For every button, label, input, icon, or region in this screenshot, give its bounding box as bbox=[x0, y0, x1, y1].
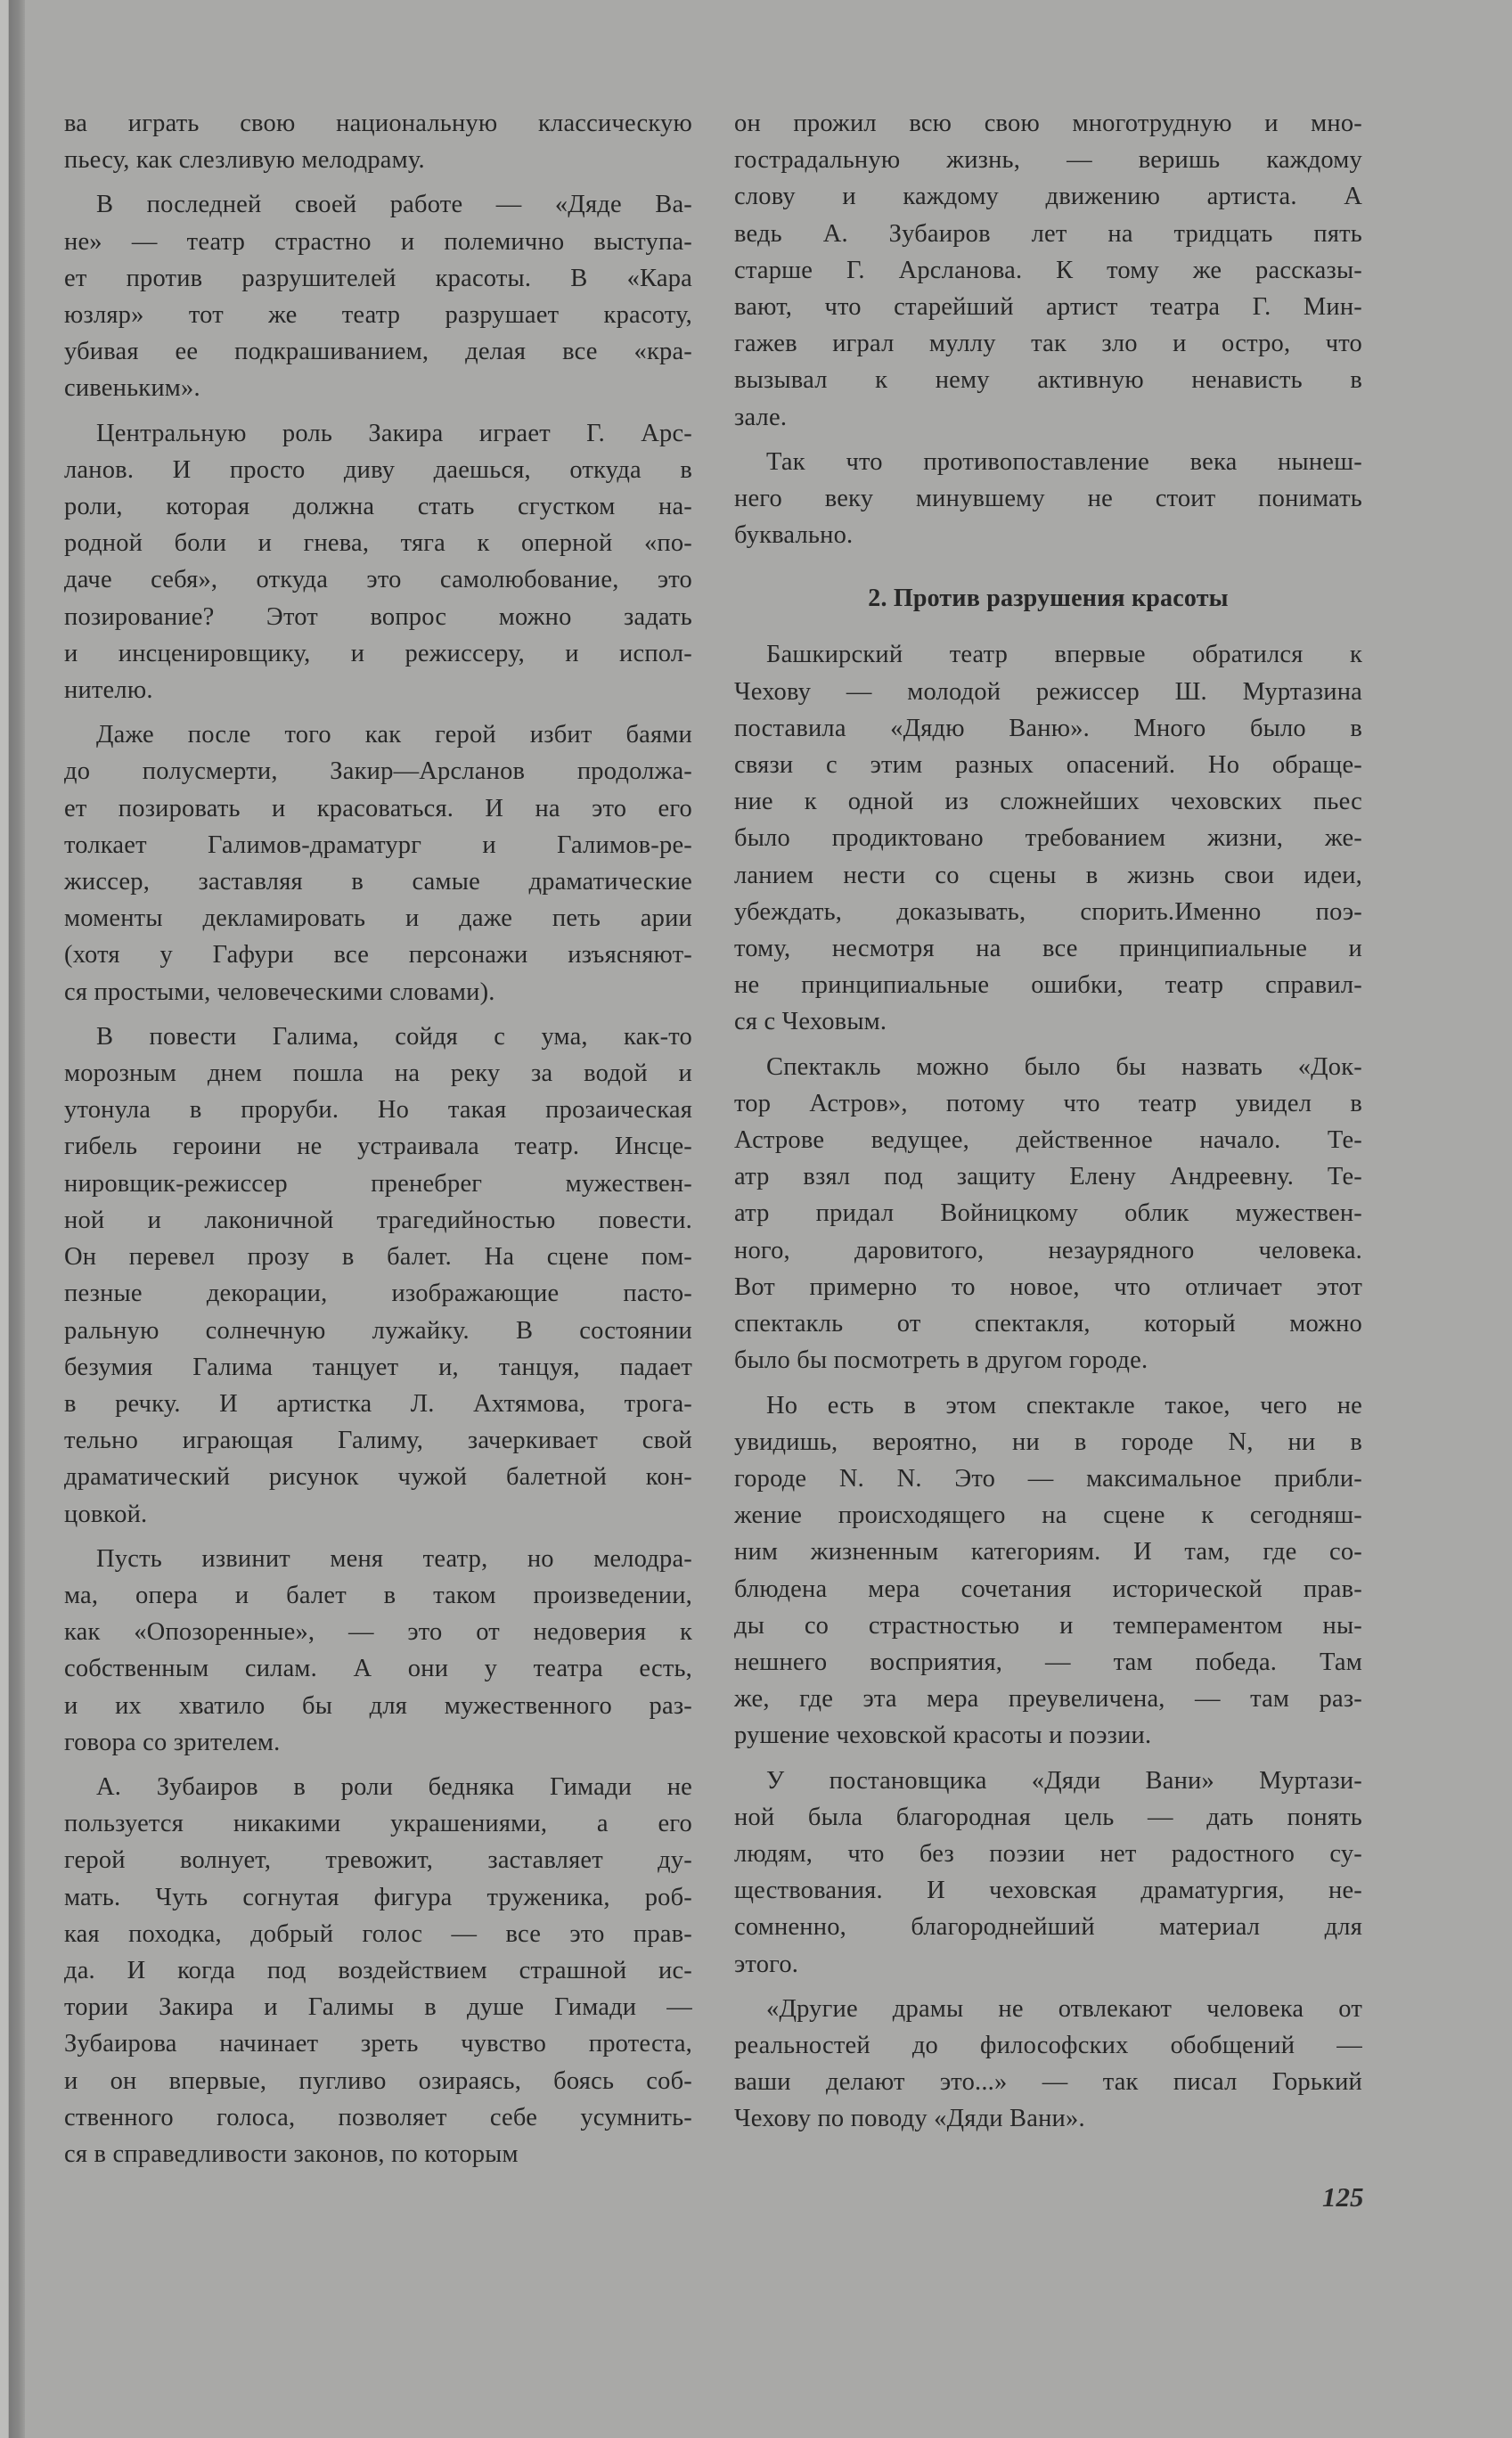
text-line: родной боли и гнева, тяга к оперной «по- bbox=[64, 529, 692, 558]
spine-shadow bbox=[9, 0, 25, 2438]
text-line: блюдена мера сочетания исторической прав- bbox=[734, 1575, 1362, 1603]
text-line: ланием нести со сцены в жизнь свои идеи, bbox=[734, 861, 1362, 889]
text-line: ной и лаконичной трагедийностью повести. bbox=[64, 1206, 692, 1234]
text-line: драматический рисунок чужой балетной кон- bbox=[64, 1463, 692, 1492]
right-column bbox=[734, 105, 1362, 2146]
text-line: ма, опера и балет в таком произведении, bbox=[64, 1581, 692, 1609]
text-line: тому, несмотря на все принципиальные и bbox=[734, 935, 1362, 963]
text-line: собственным силам. А они у театра есть, bbox=[64, 1655, 692, 1683]
text-line: Чехову — молодой режиссер Ш. Муртазина bbox=[734, 677, 1362, 706]
text-line: жиссер, заставляя в самые драматические bbox=[64, 868, 692, 896]
right-column-after-heading bbox=[734, 636, 1362, 2137]
text-line: реальностей до философских обобщений — bbox=[734, 2031, 1362, 2059]
text-line: пьесу, как слезливую мелодраму. bbox=[64, 146, 425, 175]
text-line: же, где эта мера преувеличена, — там раз- bbox=[734, 1685, 1362, 1714]
paragraph-continuation bbox=[64, 105, 692, 178]
paragraph bbox=[64, 1019, 692, 1533]
text-line: тории Закира и Галимы в душе Гимади — bbox=[64, 1993, 692, 2022]
text-line: спектакль от спектакля, который можно bbox=[734, 1310, 1362, 1338]
section-heading: 2. Против разрушения красоты bbox=[868, 585, 1229, 613]
text-line: моменты декламировать и даже петь арии bbox=[64, 904, 692, 933]
text-line: он прожил всю свою многотрудную и мно- bbox=[734, 110, 1362, 137]
text-line: ланов. И просто диву даешься, откуда в bbox=[64, 455, 692, 484]
text-line: юзляр» тот же театр разрушает красоту, bbox=[64, 301, 692, 330]
text-line: пользуется никакими украшениями, а его bbox=[64, 1810, 692, 1838]
text-line: ды со страстностью и темпераментом ны- bbox=[734, 1611, 1362, 1640]
text-line: этого. bbox=[734, 1950, 799, 1978]
text-line: ет против разрушителей красоты. В «Кара bbox=[64, 264, 692, 292]
paragraph bbox=[64, 1541, 692, 1761]
text-line: ся простыми, человеческими словами). bbox=[64, 978, 495, 1006]
paragraph bbox=[734, 1991, 1362, 2138]
text-line: до полусмерти, Закир—Арсланов продолжа- bbox=[64, 757, 692, 786]
text-line: людям, что без поэзии нет радостного су- bbox=[734, 1839, 1362, 1868]
text-line: в речку. И артистка Л. Ахтямова, трога- bbox=[64, 1389, 692, 1418]
right-column-before-heading bbox=[734, 105, 1362, 553]
text-line: и их хватило бы для мужественного раз- bbox=[64, 1691, 692, 1720]
text-line: и инсценировщику, и режиссеру, и испол- bbox=[64, 639, 692, 667]
paragraph bbox=[734, 1049, 1362, 1379]
paragraph bbox=[734, 1387, 1362, 1755]
text-line: ральную солнечную лужайку. В состоянии bbox=[64, 1316, 692, 1345]
text-line: старше Г. Арсланова. К тому же рассказы- bbox=[734, 256, 1362, 284]
text-line: В последней своей работе — «Дяде Ва- bbox=[96, 191, 692, 219]
text-line: Но есть в этом спектакле такое, чего не bbox=[766, 1391, 1362, 1419]
text-line: ва играть свою национальную классическую bbox=[64, 110, 692, 137]
text-line: толкает Галимов-драматург и Галимов-ре- bbox=[64, 830, 692, 859]
text-line: буквально. bbox=[734, 521, 854, 550]
text-line: утонула в проруби. Но такая прозаическая bbox=[64, 1096, 692, 1125]
text-line: ся с Чеховым. bbox=[734, 1008, 887, 1036]
text-line: В повести Галима, сойдя с ума, как-то bbox=[96, 1022, 692, 1051]
text-line: (хотя у Гафури все персонажи изъясняют- bbox=[64, 941, 692, 969]
text-line: даче себя», откуда это самолюбование, это bbox=[64, 566, 692, 594]
text-line: Зубаирова начинает зреть чувство протеста, bbox=[64, 2030, 692, 2058]
paragraph bbox=[64, 186, 692, 406]
text-line: гострадальную жизнь, — веришь каждому bbox=[734, 146, 1362, 175]
text-line: ние к одной из сложнейших чеховских пьес bbox=[734, 788, 1362, 816]
text-line: ведь А. Зубаиров лет на тридцать пять bbox=[734, 219, 1362, 248]
paragraph bbox=[64, 716, 692, 1010]
text-line: увидишь, вероятно, ни в городе N, ни в bbox=[734, 1428, 1362, 1456]
text-line: гажев играл муллу так зло и остро, что bbox=[734, 330, 1362, 358]
paragraph-continuation bbox=[734, 105, 1362, 436]
paragraph bbox=[64, 415, 692, 709]
page-edge bbox=[0, 0, 8, 2438]
text-line: морозным днем пошла на реку за водой и bbox=[64, 1059, 692, 1088]
text-line: Даже после того как герой избит баями bbox=[96, 721, 692, 749]
text-line: герой волнует, тревожит, заставляет ду- bbox=[64, 1846, 692, 1875]
text-line: него веку минувшему не стоит понимать bbox=[734, 485, 1362, 513]
text-line: Вот примерно то новое, что отличает этот bbox=[734, 1272, 1362, 1301]
text-line: зале. bbox=[734, 403, 788, 431]
text-line: роли, которая должна стать сгустком на- bbox=[64, 493, 692, 521]
text-line: атр взял под защиту Елену Андреевну. Те- bbox=[734, 1163, 1362, 1191]
text-line: Спектакль можно было бы назвать «Док- bbox=[766, 1052, 1362, 1081]
text-line: Чехову по поводу «Дяди Вани». bbox=[734, 2105, 1085, 2133]
text-line: У постановщика «Дяди Вани» Муртази- bbox=[766, 1766, 1362, 1795]
text-line: да. И когда под воздействием страшной ис- bbox=[64, 1956, 692, 1984]
text-line: жение происходящего на сцене к сегодняш- bbox=[734, 1501, 1362, 1530]
text-line: Так что противопоставление века нынеш- bbox=[766, 447, 1362, 476]
paragraph bbox=[64, 1769, 692, 2172]
text-line: тельно играющая Галиму, зачеркивает свой bbox=[64, 1427, 692, 1455]
text-line: говора со зрителем. bbox=[64, 1728, 281, 1756]
text-line: слову и каждому движению артиста. А bbox=[734, 183, 1362, 211]
text-line: не принципиальные ошибки, театр справил- bbox=[734, 971, 1362, 1000]
text-line: Пусть извинит меня театр, но мелодра- bbox=[96, 1544, 692, 1573]
text-line: цовкой. bbox=[64, 1500, 148, 1528]
text-line: ществования. И чеховская драматургия, не- bbox=[734, 1877, 1362, 1905]
text-line: безумия Галима танцует и, танцуя, падает bbox=[64, 1353, 692, 1381]
text-line: Астрове ведущее, действенное начало. Те- bbox=[734, 1126, 1362, 1155]
text-line: ного, даровитого, незаурядного человека. bbox=[734, 1236, 1362, 1264]
text-line: убивая ее подкрашиванием, делая все «кра- bbox=[64, 338, 692, 366]
text-line: ваши делают это...» — так писал Горький bbox=[734, 2068, 1362, 2097]
paragraph bbox=[734, 636, 1362, 1040]
text-line: кая походка, добрый голос — все это прав- bbox=[64, 1919, 692, 1948]
text-line: было бы посмотреть в другом городе. bbox=[734, 1346, 1148, 1375]
page-number: 125 bbox=[1322, 2181, 1364, 2213]
text-line: вызывал к нему активную ненависть в bbox=[734, 366, 1362, 395]
text-line: ним жизненным категориям. И там, где со- bbox=[734, 1538, 1362, 1567]
text-line: гибель героини не устраивала театр. Инсце- bbox=[64, 1133, 692, 1161]
text-line: и он впервые, пугливо озираясь, боясь соб- bbox=[64, 2066, 692, 2095]
text-line: как «Опозоренные», — это от недоверия к bbox=[64, 1618, 692, 1647]
text-line: позирование? Этот вопрос можно задать bbox=[64, 602, 692, 631]
text-line: тор Астров», потому что театр увидел в bbox=[734, 1089, 1362, 1117]
left-column bbox=[64, 105, 692, 2180]
text-line: нителю. bbox=[64, 676, 153, 705]
text-line: связи с этим разных опасений. Но обраще- bbox=[734, 751, 1362, 780]
text-line: сомненно, благороднейший материал для bbox=[734, 1913, 1362, 1942]
text-line: «Другие драмы не отвлекают человека от bbox=[766, 1994, 1362, 2023]
text-line: вают, что старейший артист театра Г. Мин- bbox=[734, 293, 1362, 322]
paragraph bbox=[734, 444, 1362, 554]
text-line: сивеньким». bbox=[64, 374, 200, 403]
text-line: не» — театр страстно и полемично выступа- bbox=[64, 227, 692, 256]
text-line: Башкирский театр впервые обратился к bbox=[766, 641, 1362, 669]
text-line: ся в справедливости законов, по которым bbox=[64, 2139, 519, 2168]
text-line: нешнего восприятия, — там победа. Там bbox=[734, 1648, 1362, 1676]
text-line: атр придал Войницкому облик мужествен- bbox=[734, 1199, 1362, 1228]
text-line: городе N. N. Это — максимальное прибли- bbox=[734, 1464, 1362, 1493]
text-line: ет позировать и красоваться. И на это его bbox=[64, 794, 692, 822]
text-line: рушение чеховской красоты и поэзии. bbox=[734, 1722, 1152, 1750]
text-line: А. Зубаиров в роли бедняка Гимади не bbox=[96, 1772, 692, 1801]
text-line: Центральную роль Закира играет Г. Арс- bbox=[96, 419, 692, 447]
text-line: убеждать, доказывать, спорить.Именно поэ- bbox=[734, 897, 1362, 926]
text-line: ной была благородная цель — дать понять bbox=[734, 1803, 1362, 1831]
text-line: ственного голоса, позволяет себе усумнить- bbox=[64, 2103, 692, 2131]
text-line: нировщик-режиссер пренебрег мужествен- bbox=[64, 1169, 692, 1198]
text-line: мать. Чуть согнутая фигура труженика, роб- bbox=[64, 1883, 692, 1911]
text-line: поставила «Дядю Ваню». Много было в bbox=[734, 714, 1362, 742]
text-line: пезные декорации, изображающие пасто- bbox=[64, 1280, 692, 1308]
text-line: Он перевел прозу в балет. На сцене пом- bbox=[64, 1243, 692, 1272]
paragraph bbox=[734, 1763, 1362, 1983]
text-line: было продиктовано требованием жизни, же- bbox=[734, 824, 1362, 853]
